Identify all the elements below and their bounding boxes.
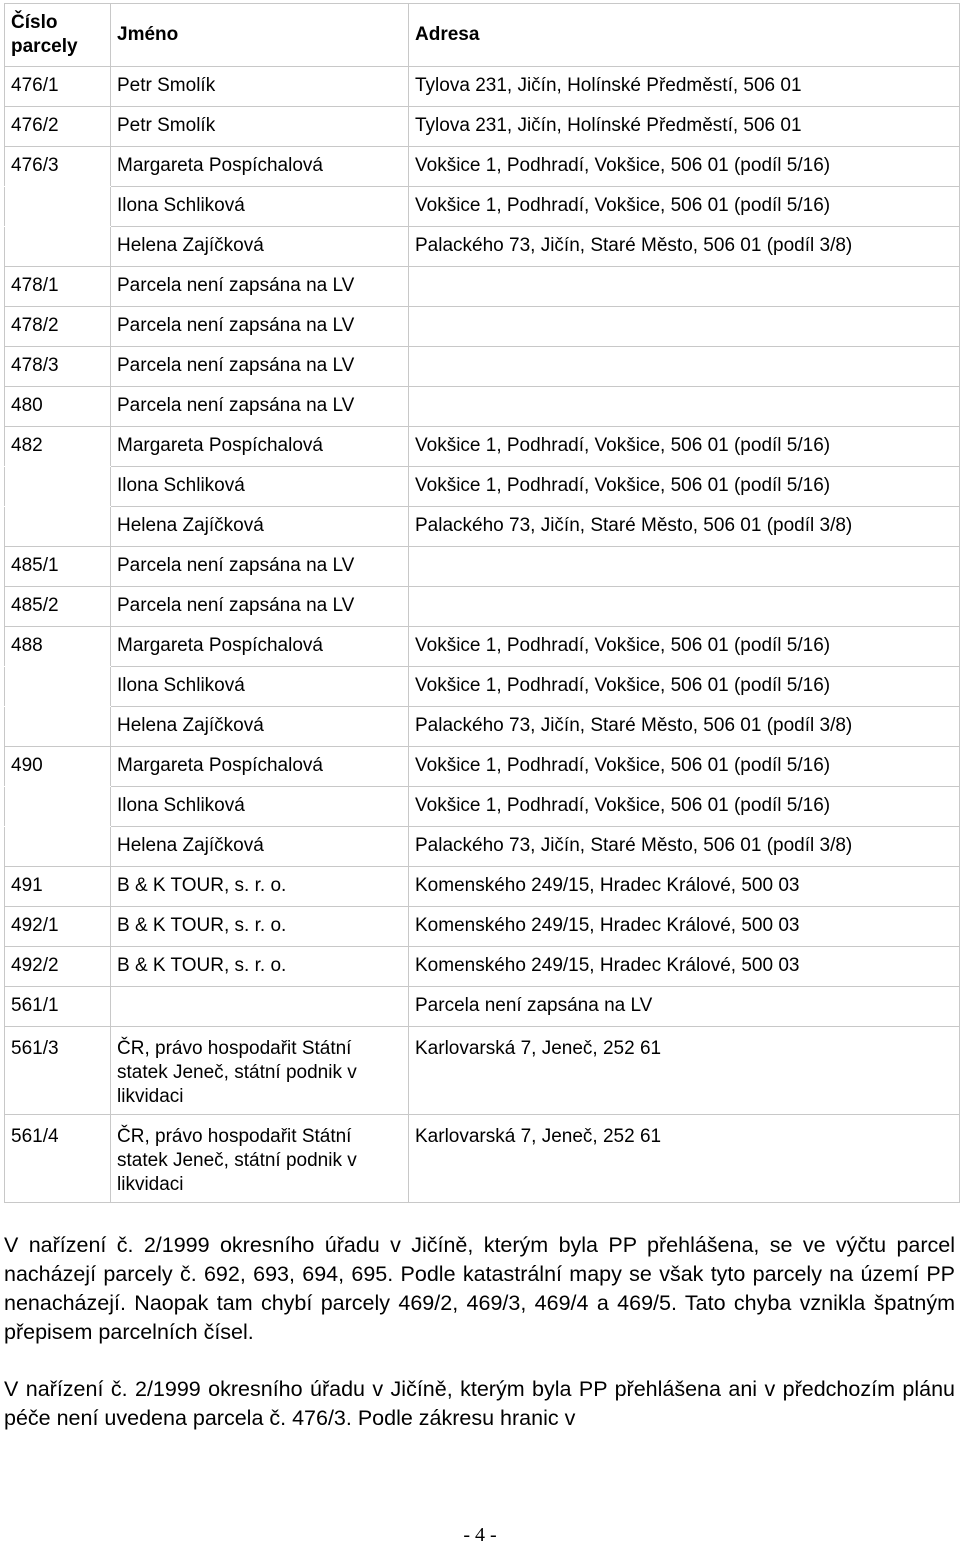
address-cell <box>409 307 960 347</box>
header-name: Jméno <box>111 4 409 67</box>
table-row <box>5 947 960 987</box>
address-cell <box>409 587 960 627</box>
table-row <box>5 787 960 827</box>
owner-name-cell: Parcela není zapsána na LV <box>111 387 409 427</box>
parcel-owners-table <box>4 3 960 1203</box>
parcel-cell: 480 <box>5 387 111 427</box>
header-parcel-number: Číslo parcely <box>5 4 111 67</box>
owner-name-cell: Ilona Schliková <box>111 787 409 827</box>
owner-name-cell: Parcela není zapsána na LV <box>111 267 409 307</box>
parcel-cell <box>5 787 111 827</box>
address-cell: Tylova 231, Jičín, Holínské Předměstí, 506 01 <box>409 107 960 147</box>
body-paragraph-2-block <box>4 1375 955 1433</box>
address-cell: Vokšice 1, Podhradí, Vokšice, 506 01 (podíl 5/16) <box>409 667 960 707</box>
address-cell: Karlovarská 7, Jeneč, 252 61 <box>409 1027 960 1115</box>
table-row <box>5 827 960 867</box>
table-row <box>5 227 960 267</box>
table-row <box>5 467 960 507</box>
table-body <box>5 67 960 1203</box>
owner-name-cell: Margareta Pospíchalová <box>111 147 409 187</box>
owner-name-cell <box>111 987 409 1027</box>
table-row <box>5 1115 960 1203</box>
owner-name-cell: Margareta Pospíchalová <box>111 747 409 787</box>
parcel-cell <box>5 667 111 707</box>
owner-name-cell: B & K TOUR, s. r. o. <box>111 907 409 947</box>
table-row <box>5 347 960 387</box>
address-cell: Parcela není zapsána na LV <box>409 987 960 1027</box>
parcel-cell <box>5 507 111 547</box>
address-cell: Tylova 231, Jičín, Holínské Předměstí, 506 01 <box>409 67 960 107</box>
parcel-cell: 492/1 <box>5 907 111 947</box>
parcel-cell: 561/4 <box>5 1115 111 1203</box>
parcel-cell: 485/2 <box>5 587 111 627</box>
parcel-cell: 478/3 <box>5 347 111 387</box>
page-number: - 4 - <box>463 1524 497 1546</box>
address-cell <box>409 387 960 427</box>
table-row <box>5 587 960 627</box>
table-row <box>5 747 960 787</box>
owner-name-cell: B & K TOUR, s. r. o. <box>111 947 409 987</box>
header-address: Adresa <box>409 4 960 67</box>
parcel-cell <box>5 227 111 267</box>
owner-name-cell: Petr Smolík <box>111 67 409 107</box>
address-cell: Palackého 73, Jičín, Staré Město, 506 01 (podíl 3/8) <box>409 507 960 547</box>
parcel-cell: 476/1 <box>5 67 111 107</box>
owner-name-cell: ČR, právo hospodařit Státní statek Jeneč, státní podnik v likvidaci <box>111 1027 409 1115</box>
table-header-row <box>5 4 960 67</box>
owner-name-cell: Helena Zajíčková <box>111 507 409 547</box>
address-cell: Palackého 73, Jičín, Staré Město, 506 01 (podíl 3/8) <box>409 227 960 267</box>
parcel-cell: 488 <box>5 627 111 667</box>
address-cell: Vokšice 1, Podhradí, Vokšice, 506 01 (podíl 5/16) <box>409 187 960 227</box>
address-cell: Palackého 73, Jičín, Staré Město, 506 01 (podíl 3/8) <box>409 707 960 747</box>
owner-name-cell: Parcela není zapsána na LV <box>111 347 409 387</box>
owner-name-cell: Parcela není zapsána na LV <box>111 307 409 347</box>
owner-name-cell: Margareta Pospíchalová <box>111 427 409 467</box>
table-row <box>5 987 960 1027</box>
body-paragraph: V nařízení č. 2/1999 okresního úřadu v Jičíně, kterým byla PP přehlášena, se ve výčtu parcel nacházejí parcely č. 692, 693, 694, 695. Podle katastrální mapy se však tyto parcely na území PP nenacházejí. Naopak tam chybí parcely 469/2, 469/3, 469/4 a 469/5. Tato chyba vznikla špatným přepisem parcelních čísel. <box>4 1233 955 1344</box>
body-paragraph-1-block <box>4 1231 955 1347</box>
parcel-cell: 476/2 <box>5 107 111 147</box>
address-cell: Komenského 249/15, Hradec Králové, 500 03 <box>409 907 960 947</box>
table-row <box>5 147 960 187</box>
address-cell: Vokšice 1, Podhradí, Vokšice, 506 01 (podíl 5/16) <box>409 147 960 187</box>
address-cell: Vokšice 1, Podhradí, Vokšice, 506 01 (podíl 5/16) <box>409 467 960 507</box>
parcel-cell: 491 <box>5 867 111 907</box>
parcel-cell: 490 <box>5 747 111 787</box>
owner-name-cell: Helena Zajíčková <box>111 227 409 267</box>
address-cell: Palackého 73, Jičín, Staré Město, 506 01 (podíl 3/8) <box>409 827 960 867</box>
table-row <box>5 667 960 707</box>
table-row <box>5 547 960 587</box>
address-cell: Vokšice 1, Podhradí, Vokšice, 506 01 (podíl 5/16) <box>409 427 960 467</box>
table-row <box>5 867 960 907</box>
owner-name-cell: B & K TOUR, s. r. o. <box>111 867 409 907</box>
parcel-cell <box>5 827 111 867</box>
owner-name-cell: Helena Zajíčková <box>111 827 409 867</box>
address-cell: Komenského 249/15, Hradec Králové, 500 03 <box>409 947 960 987</box>
owner-name-cell: Ilona Schliková <box>111 467 409 507</box>
table-row <box>5 427 960 467</box>
owner-name-cell: Margareta Pospíchalová <box>111 627 409 667</box>
address-cell: Karlovarská 7, Jeneč, 252 61 <box>409 1115 960 1203</box>
table-row <box>5 187 960 227</box>
owner-name-cell: Ilona Schliková <box>111 187 409 227</box>
table-row <box>5 67 960 107</box>
address-cell <box>409 347 960 387</box>
parcel-cell: 561/1 <box>5 987 111 1027</box>
address-cell: Vokšice 1, Podhradí, Vokšice, 506 01 (podíl 5/16) <box>409 627 960 667</box>
table-row <box>5 387 960 427</box>
address-cell: Vokšice 1, Podhradí, Vokšice, 506 01 (podíl 5/16) <box>409 747 960 787</box>
table-row <box>5 707 960 747</box>
owner-name-cell: ČR, právo hospodařit Státní statek Jeneč, státní podnik v likvidaci <box>111 1115 409 1203</box>
address-cell <box>409 547 960 587</box>
table-row <box>5 1027 960 1115</box>
address-cell: Komenského 249/15, Hradec Králové, 500 03 <box>409 867 960 907</box>
table-row <box>5 107 960 147</box>
owner-name-cell: Petr Smolík <box>111 107 409 147</box>
parcel-cell: 485/1 <box>5 547 111 587</box>
owner-name-cell: Ilona Schliková <box>111 667 409 707</box>
owner-name-cell: Parcela není zapsána na LV <box>111 547 409 587</box>
table-row <box>5 907 960 947</box>
parcel-cell <box>5 707 111 747</box>
table-row <box>5 627 960 667</box>
address-cell <box>409 267 960 307</box>
parcel-cell: 476/3 <box>5 147 111 187</box>
table-row <box>5 267 960 307</box>
owner-name-cell: Helena Zajíčková <box>111 707 409 747</box>
body-paragraph: V nařízení č. 2/1999 okresního úřadu v Jičíně, kterým byla PP přehlášena ani v předchozím plánu péče není uvedena parcela č. 476/3. Podle zákresu hranic v <box>4 1377 955 1430</box>
parcel-cell <box>5 467 111 507</box>
parcel-cell: 561/3 <box>5 1027 111 1115</box>
parcel-cell: 492/2 <box>5 947 111 987</box>
table-row <box>5 507 960 547</box>
table-row <box>5 307 960 347</box>
parcel-cell: 482 <box>5 427 111 467</box>
parcel-cell: 478/2 <box>5 307 111 347</box>
parcel-cell <box>5 187 111 227</box>
parcel-cell: 478/1 <box>5 267 111 307</box>
address-cell: Vokšice 1, Podhradí, Vokšice, 506 01 (podíl 5/16) <box>409 787 960 827</box>
owner-name-cell: Parcela není zapsána na LV <box>111 587 409 627</box>
